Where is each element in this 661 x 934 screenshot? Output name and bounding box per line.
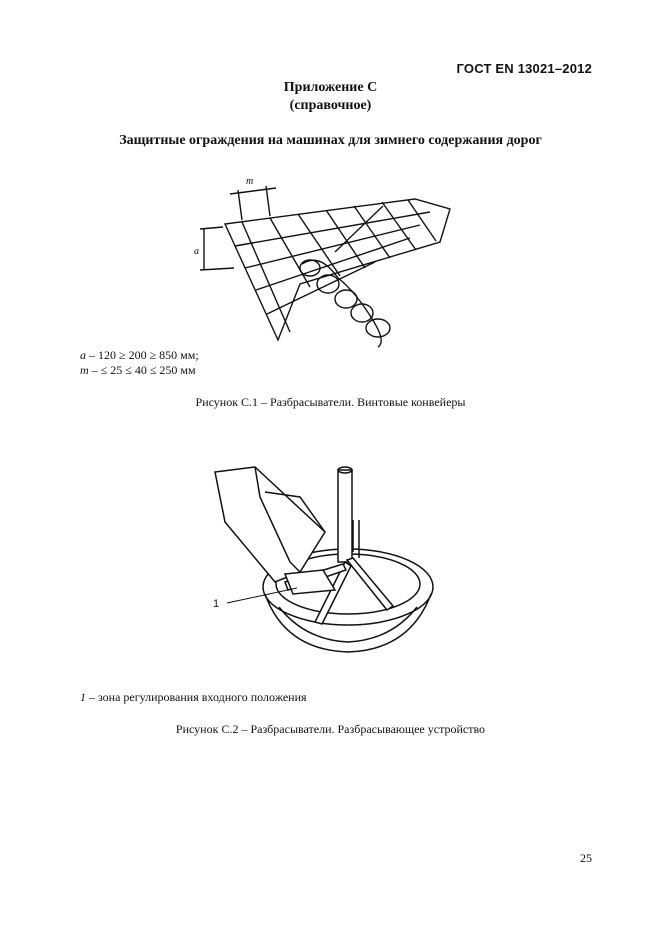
figure-screw-conveyor xyxy=(190,172,470,352)
figure-spreader-device xyxy=(205,462,445,662)
annex-subtitle: (справочное) xyxy=(289,98,372,113)
figure2-legend xyxy=(80,690,307,705)
section-title: Защитные ограждения на машинах для зимнего содержания дорог xyxy=(119,133,542,148)
callout-1-label: 1 xyxy=(213,598,220,610)
figure2-caption: Рисунок С.2 – Разбрасыватели. Разбрасывающее устройство xyxy=(175,722,486,736)
legend-item-a: a – 120 ≥ 200 ≥ 850 мм; xyxy=(80,348,199,362)
dimension-m-label: m xyxy=(246,176,254,187)
legend-item-1: 1 – зона регулирования входного положения xyxy=(80,690,307,704)
dimension-a-label: a xyxy=(194,246,199,257)
legend-item-m: m – ≤ 25 ≤ 40 ≤ 250 мм xyxy=(80,363,196,377)
figure1-legend xyxy=(80,348,199,378)
figure1-caption: Рисунок С.1 – Разбрасыватели. Винтовые конвейеры xyxy=(195,395,466,409)
page-number: 25 xyxy=(580,851,592,865)
annex-title: Приложение С xyxy=(283,80,378,95)
standard-code: ГОСТ EN 13021–2012 xyxy=(456,61,592,76)
